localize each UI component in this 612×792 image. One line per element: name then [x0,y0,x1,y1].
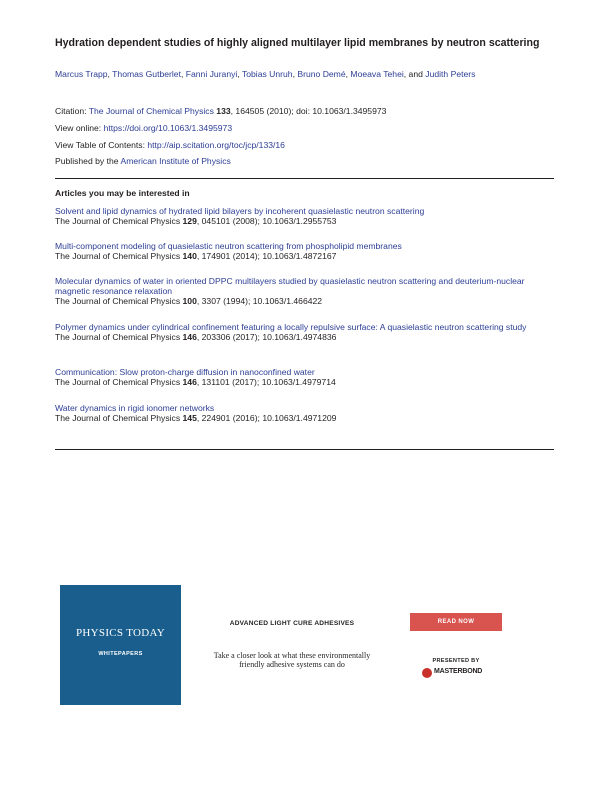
author-link[interactable]: Fanni Juranyi [185,69,238,79]
ad-headline: ADVANCED LIGHT CURE ADHESIVES [229,620,355,627]
citation-journal-link[interactable]: The Journal of Chemical Physics [88,106,214,116]
author-link[interactable]: Judith Peters [425,69,476,79]
related-article [55,322,550,342]
author-separator: , [180,69,186,79]
author-link[interactable]: Thomas Gutberlet [112,69,181,79]
toc-line [55,140,285,151]
citation-line [55,106,386,117]
related-article-title-link[interactable]: Polymer dynamics under cylindrical confinement featuring a locally repulsive surface: A quasielastic neutron scattering study [55,322,527,332]
divider-bottom [55,449,554,450]
related-article-title-link[interactable]: Water dynamics in rigid ionomer networks [55,403,215,413]
published-label: Published by the [55,156,121,166]
related-article [55,276,550,306]
toc-link[interactable]: http://aip.scitation.org/toc/jcp/133/16 [147,140,285,150]
related-article-title-link[interactable]: Molecular dynamics of water in oriented DPPC multilayers studied by quasielastic neutron scattering and deuterium-nuclear magnetic resonance relaxation [55,276,525,296]
related-article [55,403,550,423]
author-separator: , [237,69,242,79]
author-link[interactable]: Bruno Demé [297,69,346,79]
author-separator: , [107,69,113,79]
related-article-title-link[interactable]: Multi-component modeling of quasielastic neutron scattering from phospholipid membranes [55,241,402,251]
related-article [55,241,550,261]
read-now-button[interactable]: READ NOW [410,613,502,631]
author-list [55,69,565,80]
author-separator: , [292,69,298,79]
masterbond-mark-icon [422,668,432,678]
related-article-citation: The Journal of Chemical Physics 129, 045101 (2008); 10.1063/1.2955753 [55,216,337,226]
presented-by-label: PRESENTED BY [432,658,480,664]
related-article-citation: The Journal of Chemical Physics 100, 3307 (1994); 10.1063/1.466422 [55,296,323,306]
related-article [55,367,550,387]
related-article-title-link[interactable]: Solvent and lipid dynamics of hydrated lipid bilayers by incoherent quasielastic neutron scattering [55,206,425,216]
divider-top [55,178,554,179]
author-separator: , [345,69,351,79]
whitepapers-label: WHITEPAPERS [98,651,143,657]
author-link[interactable]: Moeava Tehei [350,69,404,79]
physics-today-logo: PHYSICS TODAY [76,627,165,639]
view-online-label: View online: [55,123,104,133]
related-articles-heading: Articles you may be interested in [55,188,190,198]
author-link[interactable]: Tobias Unruh [241,69,293,79]
related-article-citation: The Journal of Chemical Physics 140, 174901 (2014); 10.1063/1.4872167 [55,251,337,261]
author-link[interactable]: Marcus Trapp [55,69,108,79]
author-separator: , and [403,69,426,79]
citation-label: Citation: [55,106,89,116]
view-online-line [55,123,232,134]
masterbond-wordmark: MASTERBOND [434,668,483,675]
related-article-citation: The Journal of Chemical Physics 146, 131101 (2017); 10.1063/1.4979714 [55,377,336,387]
ad-body-text: Take a closer look at what these environmentally friendly adhesive systems can do [213,651,371,669]
citation-volume: 133 [216,106,231,116]
publisher-link[interactable]: American Institute of Physics [120,156,231,166]
related-article-title-link[interactable]: Communication: Slow proton-charge diffusion in nanoconfined water [55,367,315,377]
doi-link[interactable]: https://doi.org/10.1063/1.3495973 [103,123,233,133]
citation-rest: , 164505 (2010); doi: 10.1063/1.3495973 [230,106,387,116]
related-article-citation: The Journal of Chemical Physics 146, 203306 (2017); 10.1063/1.4974836 [55,332,337,342]
ad-logo-panel[interactable] [60,585,181,705]
related-article-citation: The Journal of Chemical Physics 145, 224901 (2016); 10.1063/1.4971209 [55,413,337,423]
article-title: Hydration dependent studies of highly aligned multilayer lipid membranes by neutron scattering [55,37,540,49]
published-line [55,156,231,167]
toc-label: View Table of Contents: [55,140,148,150]
related-article [55,206,550,226]
masterbond-logo[interactable] [422,667,492,679]
